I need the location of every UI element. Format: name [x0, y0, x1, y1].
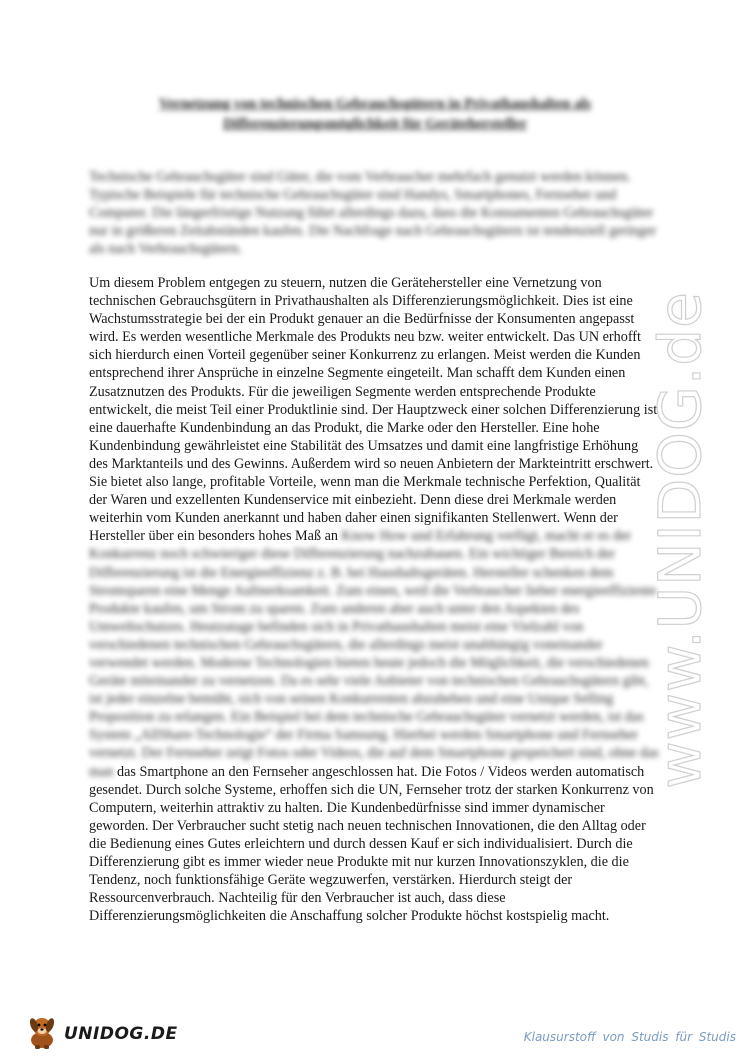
logo-text: UNIDOG.DE	[64, 1024, 178, 1044]
watermark-text: www.UNIDOG.de	[646, 291, 714, 789]
intro-paragraph: Technische Gebrauchsgüter sind Güter, die vom Verbraucher mehrfach genutzt werden können. Typische Beispiele für technische Gebrauchsgüter sind Handys, Smartphones, Fernseher und Computer. Die längerfristige Nutzung führt allerdings dazu, dass die Konsumenten Gebrauchsgüter nur in größeren Zeitabständen kaufen. Die Nachfrage nach Gebrauchsgütern ist tendenziell geringer als nach Verbrauchsgütern.	[89, 169, 657, 258]
main-paragraph	[89, 274, 659, 925]
main-text-visible-2: das Smartphone an den Fernseher angeschlossen hat. Die Fotos / Videos werden automatisch gesendet. Durch solche Systeme, erhoffen sich die UN, Fernseher trotz der starken Konkurrenz von Computern, weiterhin attraktiv zu halten. Die Kundenbedürfnisse sind immer dynamischer geworden. Der Verbraucher sucht stetig nach neuen technischen Innovationen, die den Alltag oder die Bedienung eines Gutes erleichtern und durch dessen Kauf er sich individualisiert. Durch die Differenzierung gibt es immer wieder neue Produkte mit nur kurzen Innovationszyklen, die die Tendenz, noch funktionsfähige Geräte wegzuwerfen, verstärken. Hierdurch steigt der Ressourcenverbrauch. Nachteilig für den Verbraucher ist auch, dass diese Differenzierungsmöglichkeiten die Anschaffung solcher Produkte höchst kostspielig macht.	[89, 763, 654, 925]
footer-logo[interactable]	[22, 1014, 178, 1054]
main-text-visible-1: Um diesem Problem entgegen zu steuern, nutzen die Gerätehersteller eine Vernetzung von technischen Gebrauchsgütern in Privathaushalten als Differenzierungsmöglichkeit. Dies ist eine Wachstumsstrategie bei der ein Produkt genauer an die Bedürfnisse der Konsumenten angepasst wird. Es werden wesentliche Merkmale des Produkts neu bzw. weiter entwickelt. Das UN erhofft sich hierdurch einen Vorteil gegenüber seiner Konkurrenz zu erlangen. Meist werden die Kunden entsprechend ihrer Ansprüche in einzelne Segmente eingeteilt. Man schafft dem Kunden einen Zusatznutzen des Produkts. Für die jeweiligen Segmente werden entsprechende Produkte entwickelt, die meist Teil einer Produktlinie sind. Der Hauptzweck einer solchen Differenzierung ist eine dauerhafte Kundenbindung an das Produkt, die Marke oder den Hersteller. Eine hohe Kundenbindung gewährleistet eine Stabilität des Umsatzes und damit eine langfristige Erhöhung des Marktanteils und des Gewinns. Außerdem wird so neuen Anbietern der Markteintritt erschwert. Sie bietet also lange, profitable Vorteile, wenn man die Merkmale technische Perfektion, Qualität der Waren und exzellenten Kundenservice mit einbezieht. Denn diese drei Merkmale werden weiterhin vom Kunden anerkannt und haben daher einen signifikanten Stellenwert. Wenn der Hersteller über ein besonders hohes Maß an	[89, 275, 658, 545]
document-title: Vernetzung von technischen Gebrauchsgütern in Privathaushalten als Differenzierungsmöglichkeit für Gerätehersteller	[158, 96, 592, 132]
footer-tagline: Klausurstoff von Studis für Studis	[523, 1030, 736, 1044]
main-text-blurred: Know How und Erfahrung verfügt, macht er es der Konkurrenz noch schwieriger diese Differenzierung nachzubauen. Ein wichtiger Bereich der Differenzierung ist die Energieeffizienz z. B. bei Haushaltsgeräten. Hersteller schenken dem Stromsparen eine Menge Aufmerksamkeit. Zum einen, weil die Verbraucher lieber energieeffiziente Produkte kaufen, um Strom zu sparen. Zum anderen aber auch unter den Aspekten des Umweltschutzes. Heutzutage befinden sich in Privathaushalten meist eine Vielzahl von verschiedenen technischen Gebrauchsgütern, die allerdings meist unabhängig voneinander verwendet werden. Moderne Technologien bieten heute jedoch die Möglichkeit, die verschiedenen Geräte miteinander zu vernetzen. Da es sehr viele Anbieter von technischen Gebrauchsgütern gibt, ist jeder einzelne bemüht, sich von seinen Konkurrenten abzuheben und eine Unique Selling Proposition zu erlangen. Ein Beispiel bei dem technische Gebrauchsgüter vernetzt werden, ist das System „AllShare-Technologie“ der Firma Samsung. Hierbei werden Smartphone und Fernseher vernetzt. Der Fernseher zeigt Fotos oder Videos, die auf dem Smartphone gespeichert sind, ohne das man	[89, 528, 659, 780]
watermark	[620, 291, 740, 789]
dog-mascot-icon	[22, 1012, 62, 1057]
